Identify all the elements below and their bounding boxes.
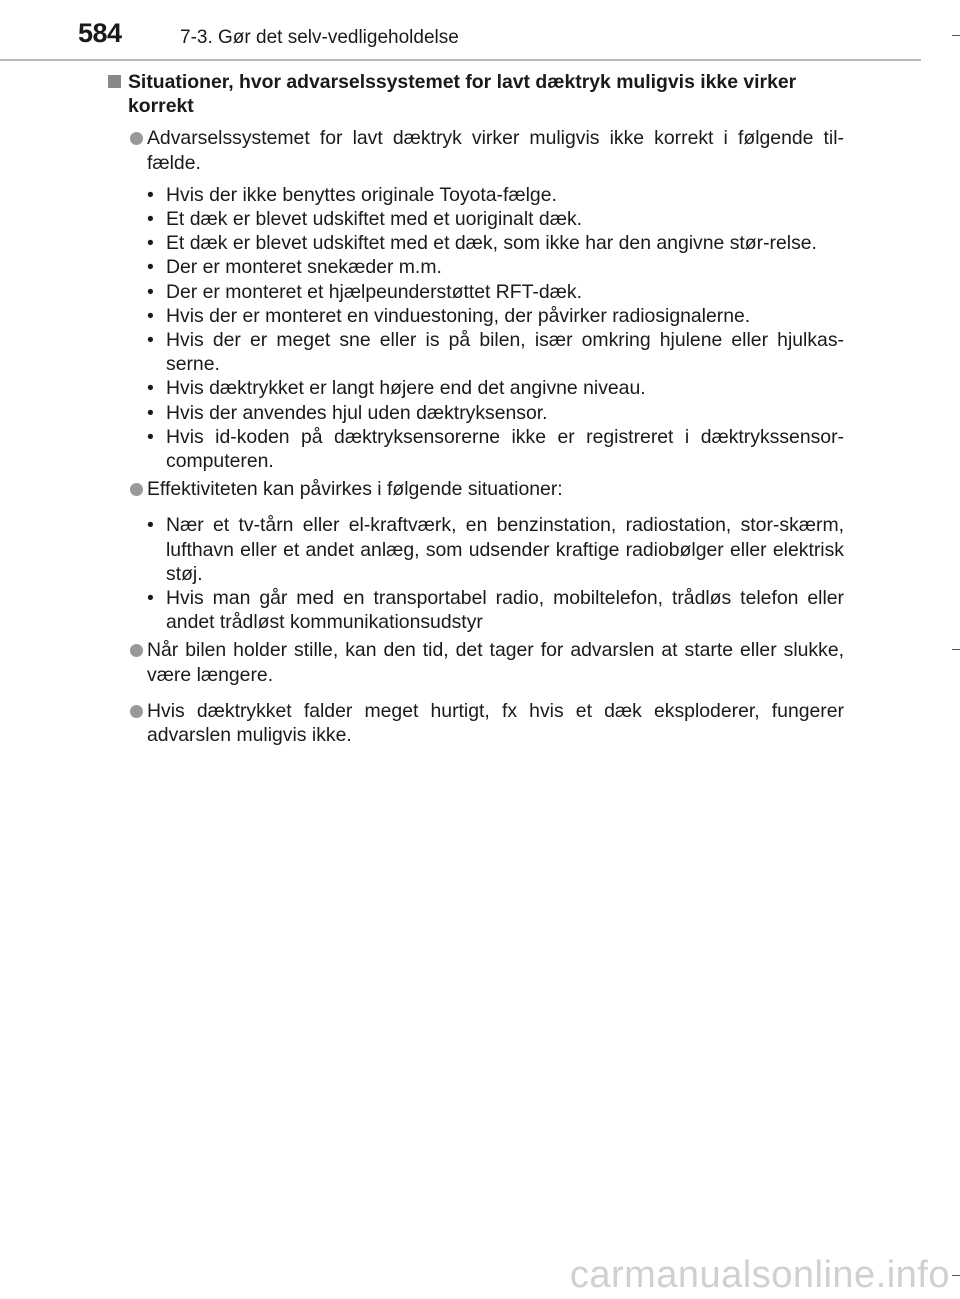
sub-list-item-text: Hvis id-koden på dæktryksensorerne ikke er registreret i dæktrykssensor-computeren. [166,425,844,473]
bullet-dot: • [147,280,154,303]
list-item-text: Når bilen holder stille, kan den tid, det tager for advarslen at starte eller slukke, være længere. [147,639,844,686]
list-item-text: Advarselssystemet for lavt dæktryk virker muligvis ikke korrekt i følgende til-fælde. [147,127,844,174]
sub-list-item-text: Hvis der ikke benyttes originale Toyota-fælge. [166,183,557,206]
circle-bullet-icon [130,132,143,145]
sub-list-item [108,183,844,207]
square-bullet-icon [108,75,121,88]
sub-list-item-text: Nær et tv-tårn eller el-kraftværk, en benzinstation, radiostation, stor-skærm, lufthavn eller et andet anlæg, som udsender kraftige radiobølger eller elektrisk støj. [166,514,844,585]
sub-list-item [108,207,844,231]
crop-mark [952,1275,960,1276]
sub-list-item-text: Hvis der er meget sne eller is på bilen, især omkring hjulene eller hjulkas-serne. [166,329,844,376]
bullet-dot: • [147,183,154,206]
sub-list-item-text: Der er monteret et hjælpeunderstøttet RFT-dæk. [166,280,582,303]
sub-list-item-text: Et dæk er blevet udskiftet med et uoriginalt dæk. [166,208,583,231]
bullet-dot: • [147,208,154,231]
list-item [108,477,844,501]
section-heading [108,70,844,118]
sub-list-item [108,280,844,304]
sub-list-item-text: Der er monteret snekæder m.m. [166,256,442,279]
page-header [0,0,960,62]
bullet-dot: • [147,425,154,448]
list-item [108,699,844,747]
circle-bullet-icon [130,483,143,496]
circle-bullet-icon [130,644,143,657]
bullet-dot: • [147,514,154,537]
sub-list-item [108,328,844,376]
sub-list-item-text: Et dæk er blevet udskiftet med et dæk, som ikke har den angivne stør-relse. [166,232,817,255]
circle-bullet-icon [130,705,143,718]
sub-list-item-text: Hvis der anvendes hjul uden dæktryksensor. [166,401,548,424]
sub-list-item [108,231,844,255]
sub-list-item-text: Hvis dæktrykket er langt højere end det angivne niveau. [166,377,646,400]
crop-mark [952,35,960,36]
sub-list-item [108,513,844,586]
sub-list [108,513,844,634]
sub-list-item [108,376,844,400]
list-item-text: Effektiviteten kan påvirkes i følgende situationer: [147,478,563,501]
list-item-text: Hvis dæktrykket falder meget hurtigt, fx hvis et dæk eksploderer, fungerer advarslen muligvis ikke. [147,699,844,747]
list-item [108,638,844,686]
bullet-dot: • [147,587,154,610]
bullet-dot: • [147,377,154,400]
main-content [108,70,844,747]
sub-list-item [108,425,844,473]
bullet-dot: • [147,304,154,327]
section-heading-text: Situationer, hvor advarselssystemet for lavt dæktryk muligvis ikke virker korrekt [128,71,797,118]
sub-list-item-text: Hvis der er monteret en vinduestoning, der påvirker radiosignalerne. [166,304,751,327]
sub-list [108,183,844,473]
list-item [108,126,844,174]
page-number: 584 [78,18,122,48]
watermark: carmanualsonline.info [569,1254,950,1296]
sub-list-item [108,401,844,425]
sub-list-item [108,255,844,279]
sub-list-item-text: Hvis man går med en transportabel radio, mobiltelefon, trådløs telefon eller andet trådløst kommunikationsudstyr [166,587,844,634]
header-rule [0,59,921,61]
chapter-title: 7-3. Gør det selv-vedligeholdelse [180,27,459,48]
bullet-dot: • [147,401,154,424]
sub-list-item [108,586,844,634]
crop-mark [952,649,960,650]
bullet-dot: • [147,232,154,255]
bullet-dot: • [147,329,154,352]
sub-list-item [108,304,844,328]
bullet-dot: • [147,256,154,279]
